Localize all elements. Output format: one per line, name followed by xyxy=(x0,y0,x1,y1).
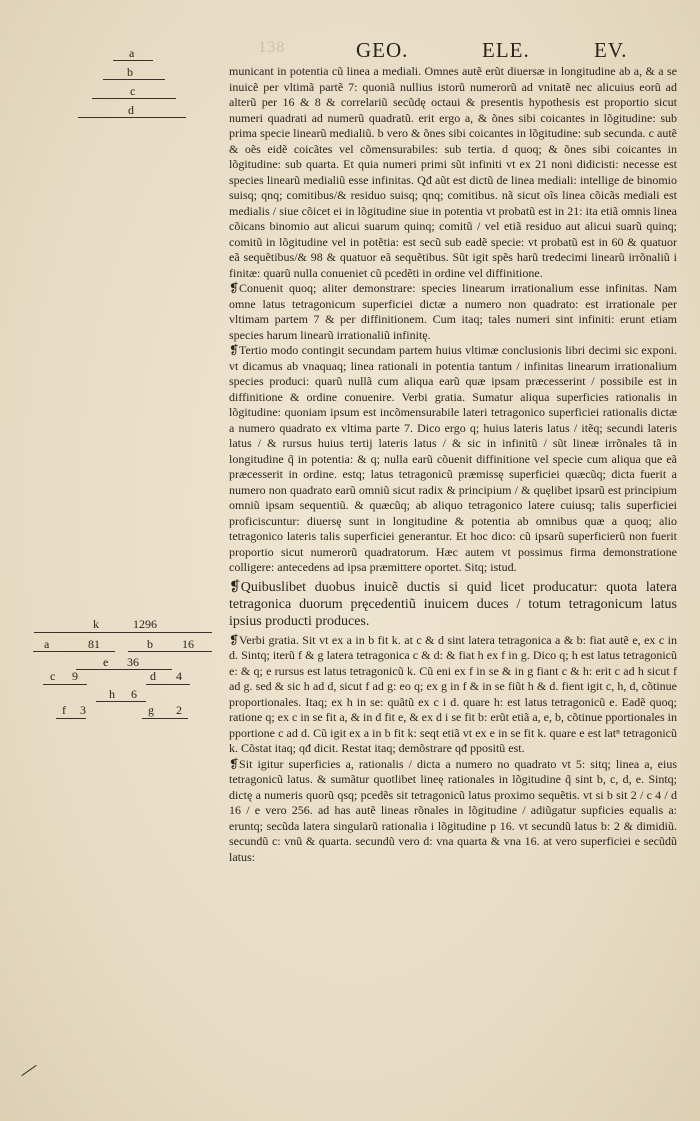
diagram-label: 36 xyxy=(127,655,139,669)
diagram-label: 4 xyxy=(176,669,182,683)
diagram-label: f xyxy=(62,703,66,717)
diagram-line xyxy=(103,79,165,80)
diagram-label: d xyxy=(150,669,156,683)
header-left: GEO. xyxy=(356,38,409,62)
diagram-label: a xyxy=(44,637,50,651)
diagram-label: c xyxy=(50,669,56,683)
diagram-line xyxy=(96,701,146,702)
diagram-line xyxy=(92,98,176,99)
margin-mark xyxy=(21,1065,36,1076)
diagram-line xyxy=(34,632,212,633)
diagram-line xyxy=(146,684,190,685)
paragraph: ❡Conuenit quoq; aliter demonstrare: species linearum irrationalium esse infinitas. Nam omne latus tetragonicum superficiei dictæ a numero non quadrato: est irrationale per vltimam partem 7 & per diffinitionem. Cum itaq; tales numeri sint infiniti: erunt etiam species harum linearũ irrationaliũ infinitę. xyxy=(229,281,677,342)
proposition: ❡Quibuslibet duobus inuicẽ ductis si quid licet producatur: quota latera tetragonica duorum pręcedentiũ inuicem duces / totum tetragonicum latus ipsius producti produces. xyxy=(229,579,677,629)
diagram-label: 1296 xyxy=(133,617,157,631)
diagram-line xyxy=(113,60,153,61)
diagram-label: e xyxy=(103,655,109,669)
diagram-label: k xyxy=(93,617,99,631)
diagram-line xyxy=(76,669,172,670)
paragraph: ❡Tertio modo contingit secundam partem huius vltimæ conclusionis libri decimi sic exponi. vt dicamus ab vnaquaq; linea rationali in potentia tantum / infinitas linearum irrationalium species produci: quarũ nullã cum aliqua earũ quæ ipsam præcesserint / possibile est in diffinitione & ordine conuenire. Verbi gratia. Sumatur aliqua superficies rationalis in lõgitudine: quoniam ipsum est incõmensurabile lateri tetragonico superficiei rationalis dictæ a numero quadrato ex vltima parte 7. Dico ergo q; huius lateris latus / itẽq; secundi lateris latus / & rursus huius tertij lateris latus / & sic in infinitũ / sũt lineæ irrõnales tã in longitudine q̃ in potentia: & q; nulla earũ cõuenit diffinitione vel specie cum aliqua que eã præcesserit in ordine. estq; latus tetragonicũ præmissę superficiei quæcũq; dicta fuerit a numero non quadrato earũ omniũ sicut radix & principium / & quęlibet ipsarũ est principium omniũ ipsam sequentiũ. & quæcũq; ab aliquo tetragonico latere cuiusq; talis superficiei proficiscuntur: diuersę sunt in longitudine & potentia ab omnibus quæ a quoq; alio tetragonico lateris talis superficiei generantur. Et hoc dico: cũ ipsarũ superficierũ non fuerit proportio sicut numerorũ quadratorum. Hæc autem vt possimus firma demonstratione colligere: antecedens ad ipsa præmittere oportet. Sitq; istud. xyxy=(229,343,677,574)
diagram-line xyxy=(33,651,115,652)
diagram-label: g xyxy=(148,703,154,717)
header-center: ELE. xyxy=(482,38,530,62)
paragraph: municant in potentia cũ linea a mediali. Omnes autẽ erũt diuersæ in longitudine ab a, & a se inuicẽ per vltimã partẽ 7: quoniã nullius istorũ numerorũ ad vnitatẽ nec alicuius eorũ ad alterũ per 16 & 8 & correlariũ secũdę octaui & presentis hypothesis est proportio sicut numeri quadrati ad numerũ quadratũ. erit ergo a, & õnes sibi coicantes in lõgitudine: sub prima specie linearũ medialiũ. b vero & õnes sibi coicantes in lõgitudine: sub secunda. c autẽ & oẽs eidẽ coicãtes vel cõmensurabiles: sub tertia. d quoq; & õnes sibi coicantes in lõgitudine: sub quarta. Et quia numeri primi sũt infiniti vt ex 21 noni didicisti: necesse est species linearũ medialiũ esse infinitas. Qđ aũt est dictũ de linea mediali: intellige de binomio suisq; qnq; comitibus/& residuo suisq; qnq; comitibus. nã sicut oĩs linea cõicãs mediali est medialis / siue cõicet ei in lõgitudine siue in potentia vt probatũ est in 21: ita etiã omnis linea cõicans binomio aut alicui suarum quinq; comitũ / vel etiã residuo aut alicui suarũ quinq; comitũ in lõgitudine vel in potẽtia: est secũ sub eadẽ specie: vt probatũ est in 60 & quatuor eã sequẽtibus/& 98 & quatuor eã sequẽtibus. Sũt igit spẽs harũ tredecimi linearũ irrõnaliũ i finitæ: quarũ nulla conueniet cũ pcedẽti in ordine vel diffinitione. xyxy=(229,64,677,280)
diagram-label: h xyxy=(109,687,115,701)
diagram-line xyxy=(142,718,188,719)
diagram-label: 6 xyxy=(131,687,137,701)
diagram-label: c xyxy=(130,84,136,98)
diagram-label: 81 xyxy=(88,637,100,651)
paragraph: ❡Verbi gratia. Sit vt ex a in b fit k. at c & d sint latera tetragonica a & b: fiat autẽ e, ex c in d. Sintq; iterũ f & g latera tetragonica c & d: & fiat h ex f in g. Dico q; h est latus tetragonicũ e: & q; e rursus est latus tetragonicũ k. Cũ eni ex f in se & in g fiant c & h: erit c ad h sicut f ad g. sed & sic h ad d, sicut f ad g: eo q; ex g in f & in se fiũt h & d. fient igit c, h, d, cõtinue proportionales. Itaq; ex h in se: quãtũ ex c i d. quare h: est latus tetragonicũ e. Eadẽ quoq; ratione q; ex c in se fit a, & in d fit e, & ex d i se fit b: erũt etiã a, e, b, cõtinue pportionales in pportione c ad d. Cũ igit ex a in b fit k: seqt etiã vt ex e in se fit k. quare e est latⁿ tetragonicũ k. Cõstat itaq; qđ dicit. Restat itaq; demõstrare qđ ppositũ est. xyxy=(229,632,677,755)
body-text xyxy=(229,64,677,865)
diagram-label: a xyxy=(129,46,135,60)
bleed-through: 138 xyxy=(258,40,285,56)
diagram-label: b xyxy=(127,65,133,79)
header-right: EV. xyxy=(594,38,628,62)
diagram-line xyxy=(56,718,86,719)
diagram-label: 3 xyxy=(80,703,86,717)
diagram-label: d xyxy=(128,103,134,117)
diagram-label: b xyxy=(147,637,153,651)
diagram-line xyxy=(43,684,87,685)
diagram-line xyxy=(128,651,212,652)
diagram-line xyxy=(78,117,186,118)
paragraph: ❡Sit igitur superficies a, rationalis / dicta a numero no quadrato vt 5: sitq; linea a, eius tetragonicũ latus. & sumãtur quotlibet lineę rationales in lõgitudine q̃ sint b, c, d, e. Sintq; dictę a numeris quorũ qsq; pcedẽs sit tetragonicũ latus proximo sequẽtis. vt si b sit 2 / c 4 / d 16 / e vero 256. ad has autẽ lineas rõnales in lõgitudine / adiũgatur supficies equalis a: eruntq; secũda latera singularũ rationalia i lõgitudine p 16. vt secundũ latus b: 2 & dimidiũ. secundũ c: vnũ & quarta. secundũ vero d: vna quarta & vna 16. at vero superficiei e secũdũ latus: xyxy=(229,756,677,864)
diagram-label: 9 xyxy=(72,669,78,683)
diagram-label: 2 xyxy=(176,703,182,717)
diagram-label: 16 xyxy=(182,637,194,651)
